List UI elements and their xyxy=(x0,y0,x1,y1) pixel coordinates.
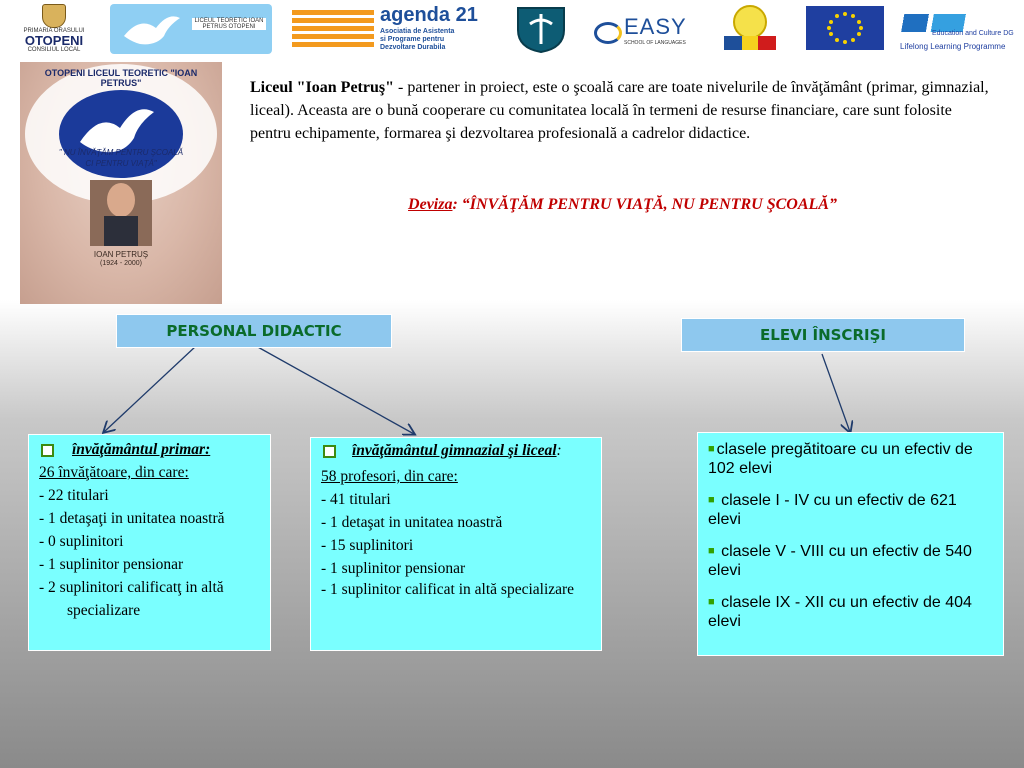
otopeni-logo: PRIMARIA ORASULUI OTOPENI CONSILIUL LOCAL xyxy=(10,4,98,54)
elevi-box xyxy=(697,432,1004,656)
list-item: - 2 suplinitori calificatţ in altă specializare xyxy=(39,579,224,619)
list-item: ■ clasele pregătitoare cu un efectiv de 102 elevi xyxy=(708,441,973,477)
list-item: - 22 titulari xyxy=(39,487,109,504)
arrow-to-elevi xyxy=(822,354,850,432)
square-bullet-icon: ■ xyxy=(708,545,715,557)
list-item: ■ clasele I - IV cu un efectiv de 621 elevi xyxy=(708,492,957,528)
primar-summary: 26 învăţătoare, din care: xyxy=(39,464,189,481)
square-bullet-icon: ■ xyxy=(708,494,715,506)
primar-title: învăţământul primar: xyxy=(29,438,270,461)
list-item: ■ clasele V - VIII cu un efectiv de 540 elevi xyxy=(708,543,972,579)
personal-didactic-header: PERSONAL DIDACTIC xyxy=(116,314,392,348)
agenda21-logo: agenda 21 Asociatia de Asistenta si Programe pentru Dezvoltare Durabila xyxy=(292,4,502,54)
primar-box xyxy=(28,434,271,651)
elevi-inscrisi-header: ELEVI ÎNSCRIŞI xyxy=(681,318,965,352)
square-bullet-icon: ■ xyxy=(708,443,715,455)
list-item: - 1 suplinitor calificat in altă specializare xyxy=(321,581,575,598)
gimnazial-summary: 58 profesori, din care: xyxy=(321,468,458,485)
checkbox-bullet-icon xyxy=(41,444,54,457)
gimnazial-title: învăţământul gimnazial şi liceal: xyxy=(311,441,601,461)
square-bullet-icon: ■ xyxy=(708,596,715,608)
dove-logo: LICEUL TEORETIC IOAN PETRUS OTOPENI xyxy=(110,4,272,54)
easy-logo: EASY SCHOOL OF LANGUAGES xyxy=(594,4,706,54)
list-item: - 1 detaşat in unitatea noastră xyxy=(321,514,503,531)
list-item: - 41 titulari xyxy=(321,491,391,508)
gimnazial-box xyxy=(310,437,602,651)
list-item: - 1 suplinitor pensionar xyxy=(321,560,466,577)
plaque-photo: OTOPENI LICEUL TEORETIC "IOAN PETRUS" " NU ÎNVĂŢĂM PENTRU ŞCOALĂ CI PENTRU VIAŢĂ" IOAN PETRUŞ (1924 - 2000) xyxy=(20,62,222,304)
list-item: - 1 detaşaţi in unitatea noastră xyxy=(39,510,225,527)
intro-paragraph: Liceul "Ioan Petruş" - partener in proiect, este o şcoală care are toate nivelurile de învăţământ (primar, gimnazial, liceal). Aceasta are o bună cooperare cu comunitatea locală în termeni de resurse financiare, care sunt folosite pentru echipamente, formarea şi dezvoltarea profesională a cadrelor didactice. xyxy=(250,79,989,142)
arrow-to-primar xyxy=(104,346,196,432)
list-item: ■ clasele IX - XII cu un efectiv de 404 elevi xyxy=(708,594,972,630)
list-item: - 15 suplinitori xyxy=(321,537,414,554)
arrow-to-gimnazial xyxy=(256,346,414,434)
checkbox-bullet-icon xyxy=(323,445,336,458)
lifelong-learning-logo: Education and Culture DG Lifelong Learning Programme xyxy=(892,4,1018,54)
motto: Deviza: “ÎNVĂŢĂM PENTRU VIAŢĂ, NU PENTRU ŞCOALĂ” xyxy=(408,196,837,213)
list-item: - 1 suplinitor pensionar xyxy=(39,556,184,573)
list-item: - 0 suplinitori xyxy=(39,533,124,550)
